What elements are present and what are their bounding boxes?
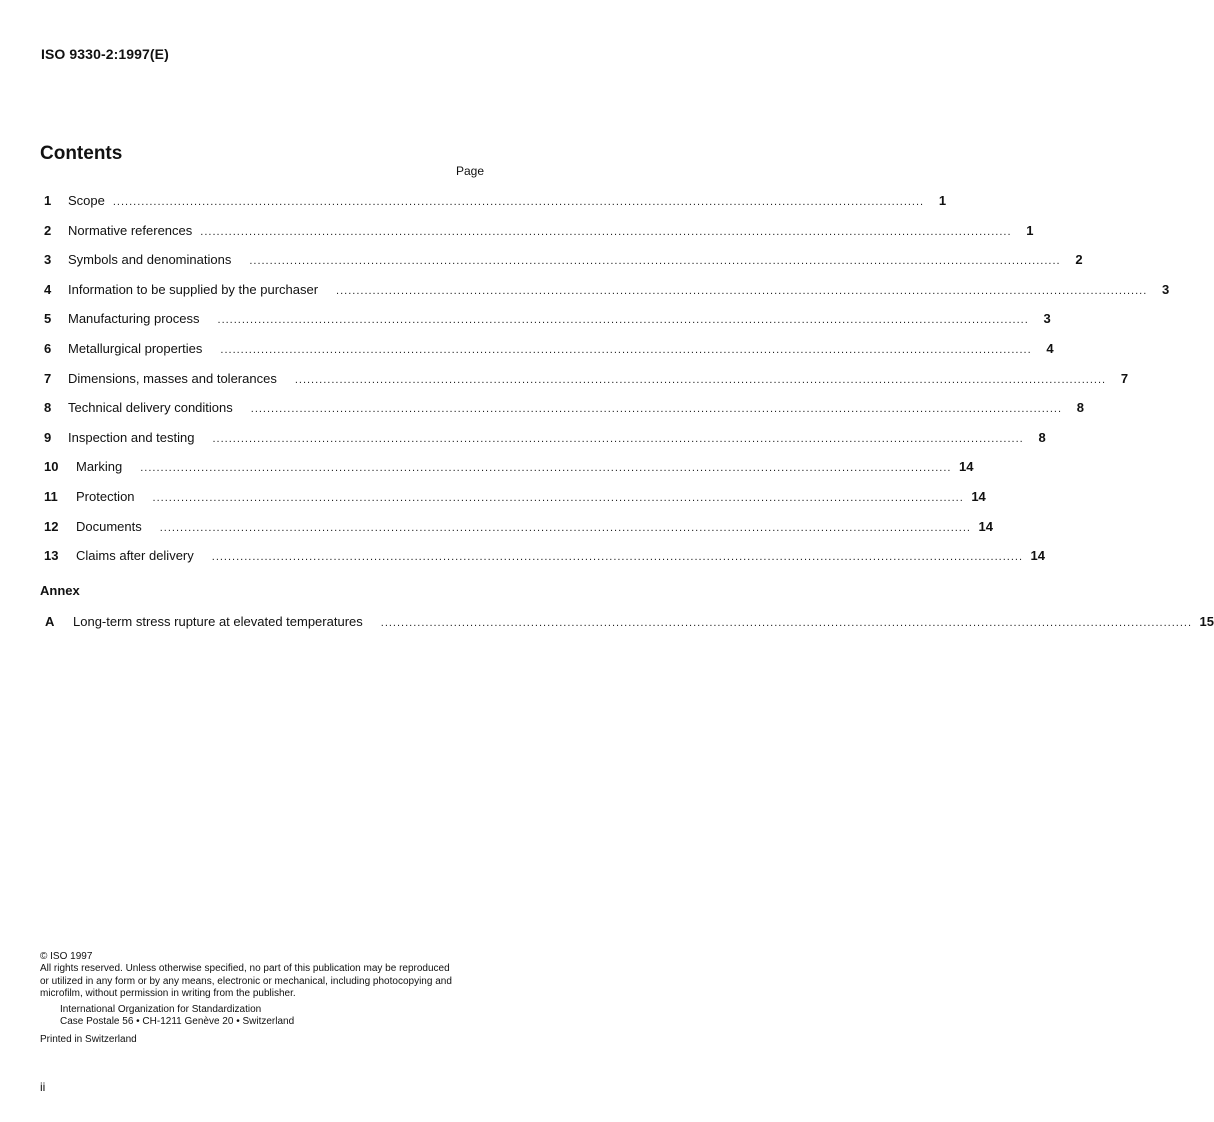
toc-entry-number: 1 [44, 193, 52, 208]
toc-entry-title: Manufacturing process [68, 311, 200, 327]
annex-entry-letter: A [45, 614, 55, 629]
dot-leader: ........................................................................................................................................................................................................ [220, 343, 1032, 356]
dot-leader: ........................................................................................................................................................................................................ [152, 491, 964, 504]
toc-entry-page: 1 [938, 193, 947, 208]
toc-entry-title: Metallurgical properties [68, 340, 203, 356]
toc-entry-7[interactable] [40, 364, 1129, 394]
toc-entry-title: Marking [76, 459, 123, 475]
toc-entry-12[interactable] [40, 512, 993, 542]
toc-entry-page: 7 [1120, 370, 1129, 386]
rights-text-line: All rights reserved. Unless otherwise specified, no part of this publication may be reproduced [40, 963, 450, 975]
toc-entry-number: 6 [44, 340, 52, 356]
toc-entry-11[interactable] [40, 482, 986, 512]
toc-entry-title: Technical delivery conditions [68, 400, 233, 416]
toc-entry-2[interactable] [40, 216, 1034, 246]
toc-entry-1[interactable] [40, 186, 947, 216]
dot-leader: ........................................................................................................................................................................................................ [211, 551, 1023, 564]
dot-leader: ........................................................................................................................................................................................................ [250, 403, 1062, 416]
toc-entry-number: 2 [44, 222, 52, 238]
toc-entry-number: 8 [44, 400, 52, 416]
toc-entry-6[interactable] [40, 334, 1054, 364]
toc-entry-title: Claims after delivery [76, 548, 194, 564]
toc-entry-page: 14 [1030, 548, 1045, 564]
dot-leader: ........................................................................................................................................................................................................ [159, 521, 971, 534]
toc-entry-title: Protection [76, 488, 135, 504]
toc-entry-number: 10 [44, 459, 59, 475]
annex-entry-title: Long-term stress rupture at elevated temperatures [73, 614, 363, 629]
toc-entry-page: 14 [971, 488, 986, 504]
toc-entry-title: Scope [68, 193, 105, 208]
annex-entry-a[interactable] [40, 607, 1214, 637]
organization-address: Case Postale 56 • CH-1211 Genève 20 • Switzerland [60, 1016, 295, 1028]
toc-entry-8[interactable] [40, 393, 1084, 423]
toc-entry-number: 13 [44, 548, 59, 564]
annex-list [40, 607, 1214, 637]
organization-name: International Organization for Standardization [60, 1004, 262, 1016]
toc-entry-page: 14 [959, 459, 974, 475]
toc-entry-number: 9 [44, 429, 52, 445]
toc-entry-number: 7 [44, 370, 52, 386]
dot-leader: ........................................................................................................................................................................................................ [217, 314, 1029, 327]
copyright-line: © ISO 1997 [40, 951, 93, 962]
dot-leader: ........................................................................................................................................................................................................ [140, 462, 952, 475]
toc-entry-5[interactable] [40, 304, 1051, 334]
rights-text-line: microfilm, without permission in writing from the publisher. [40, 987, 296, 999]
dot-leader: ........................................................................................................................................................................................................ [336, 284, 1148, 297]
toc-entry-number: 3 [44, 252, 52, 268]
annex-entry-page: 15 [1199, 614, 1214, 629]
toc-entry-number: 4 [44, 281, 52, 297]
table-of-contents [40, 186, 1170, 571]
dot-leader: ........................................................................................................................................................................................................ [294, 373, 1107, 386]
dot-leader: ........................................................................................................................................................................................................ [249, 255, 1061, 268]
toc-entry-page: 3 [1043, 311, 1051, 327]
printed-in: Printed in Switzerland [40, 1033, 137, 1045]
toc-entry-title: Dimensions, masses and tolerances [68, 370, 277, 386]
toc-entry-4[interactable] [40, 275, 1170, 305]
toc-entry-title: Documents [76, 518, 142, 534]
toc-entry-3[interactable] [40, 245, 1083, 275]
toc-entry-page: 3 [1162, 281, 1170, 297]
toc-entry-title: Inspection and testing [68, 429, 195, 445]
dot-leader: ........................................................................................................................................................................................................ [112, 196, 925, 208]
toc-entry-title: Symbols and denominations [68, 252, 232, 268]
toc-entry-page: 1 [1026, 222, 1034, 238]
page-column-label: Page [456, 164, 485, 178]
toc-entry-title: Normative references [68, 222, 193, 238]
dot-leader: ........................................................................................................................................................................................................ [200, 225, 1012, 238]
toc-entry-page: 14 [978, 518, 993, 534]
rights-text-line: or utilized in any form or by any means, electronic or mechanical, including photocopying and [40, 975, 452, 987]
annex-heading: Annex [40, 583, 80, 598]
toc-entry-9[interactable] [40, 423, 1046, 453]
toc-entry-page: 8 [1076, 400, 1084, 416]
toc-entry-page: 4 [1046, 340, 1054, 356]
toc-entry-number: 12 [44, 518, 59, 534]
copyright-notice [40, 951, 490, 1046]
dot-leader: ........................................................................................................................................................................................................ [212, 432, 1024, 445]
toc-entry-number: 11 [44, 488, 58, 504]
toc-entry-number: 5 [44, 311, 52, 327]
toc-entry-title: Information to be supplied by the purchaser [68, 281, 319, 297]
toc-entry-page: 2 [1075, 252, 1083, 268]
toc-entry-13[interactable] [40, 541, 1045, 571]
contents-heading: Contents [40, 143, 123, 164]
page-number: ii [40, 1080, 46, 1094]
toc-entry-page: 8 [1038, 429, 1046, 445]
dot-leader: ........................................................................................................................................................................................................ [380, 617, 1192, 629]
document-id: ISO 9330-2:1997(E) [41, 46, 169, 62]
toc-entry-10[interactable] [40, 452, 974, 482]
